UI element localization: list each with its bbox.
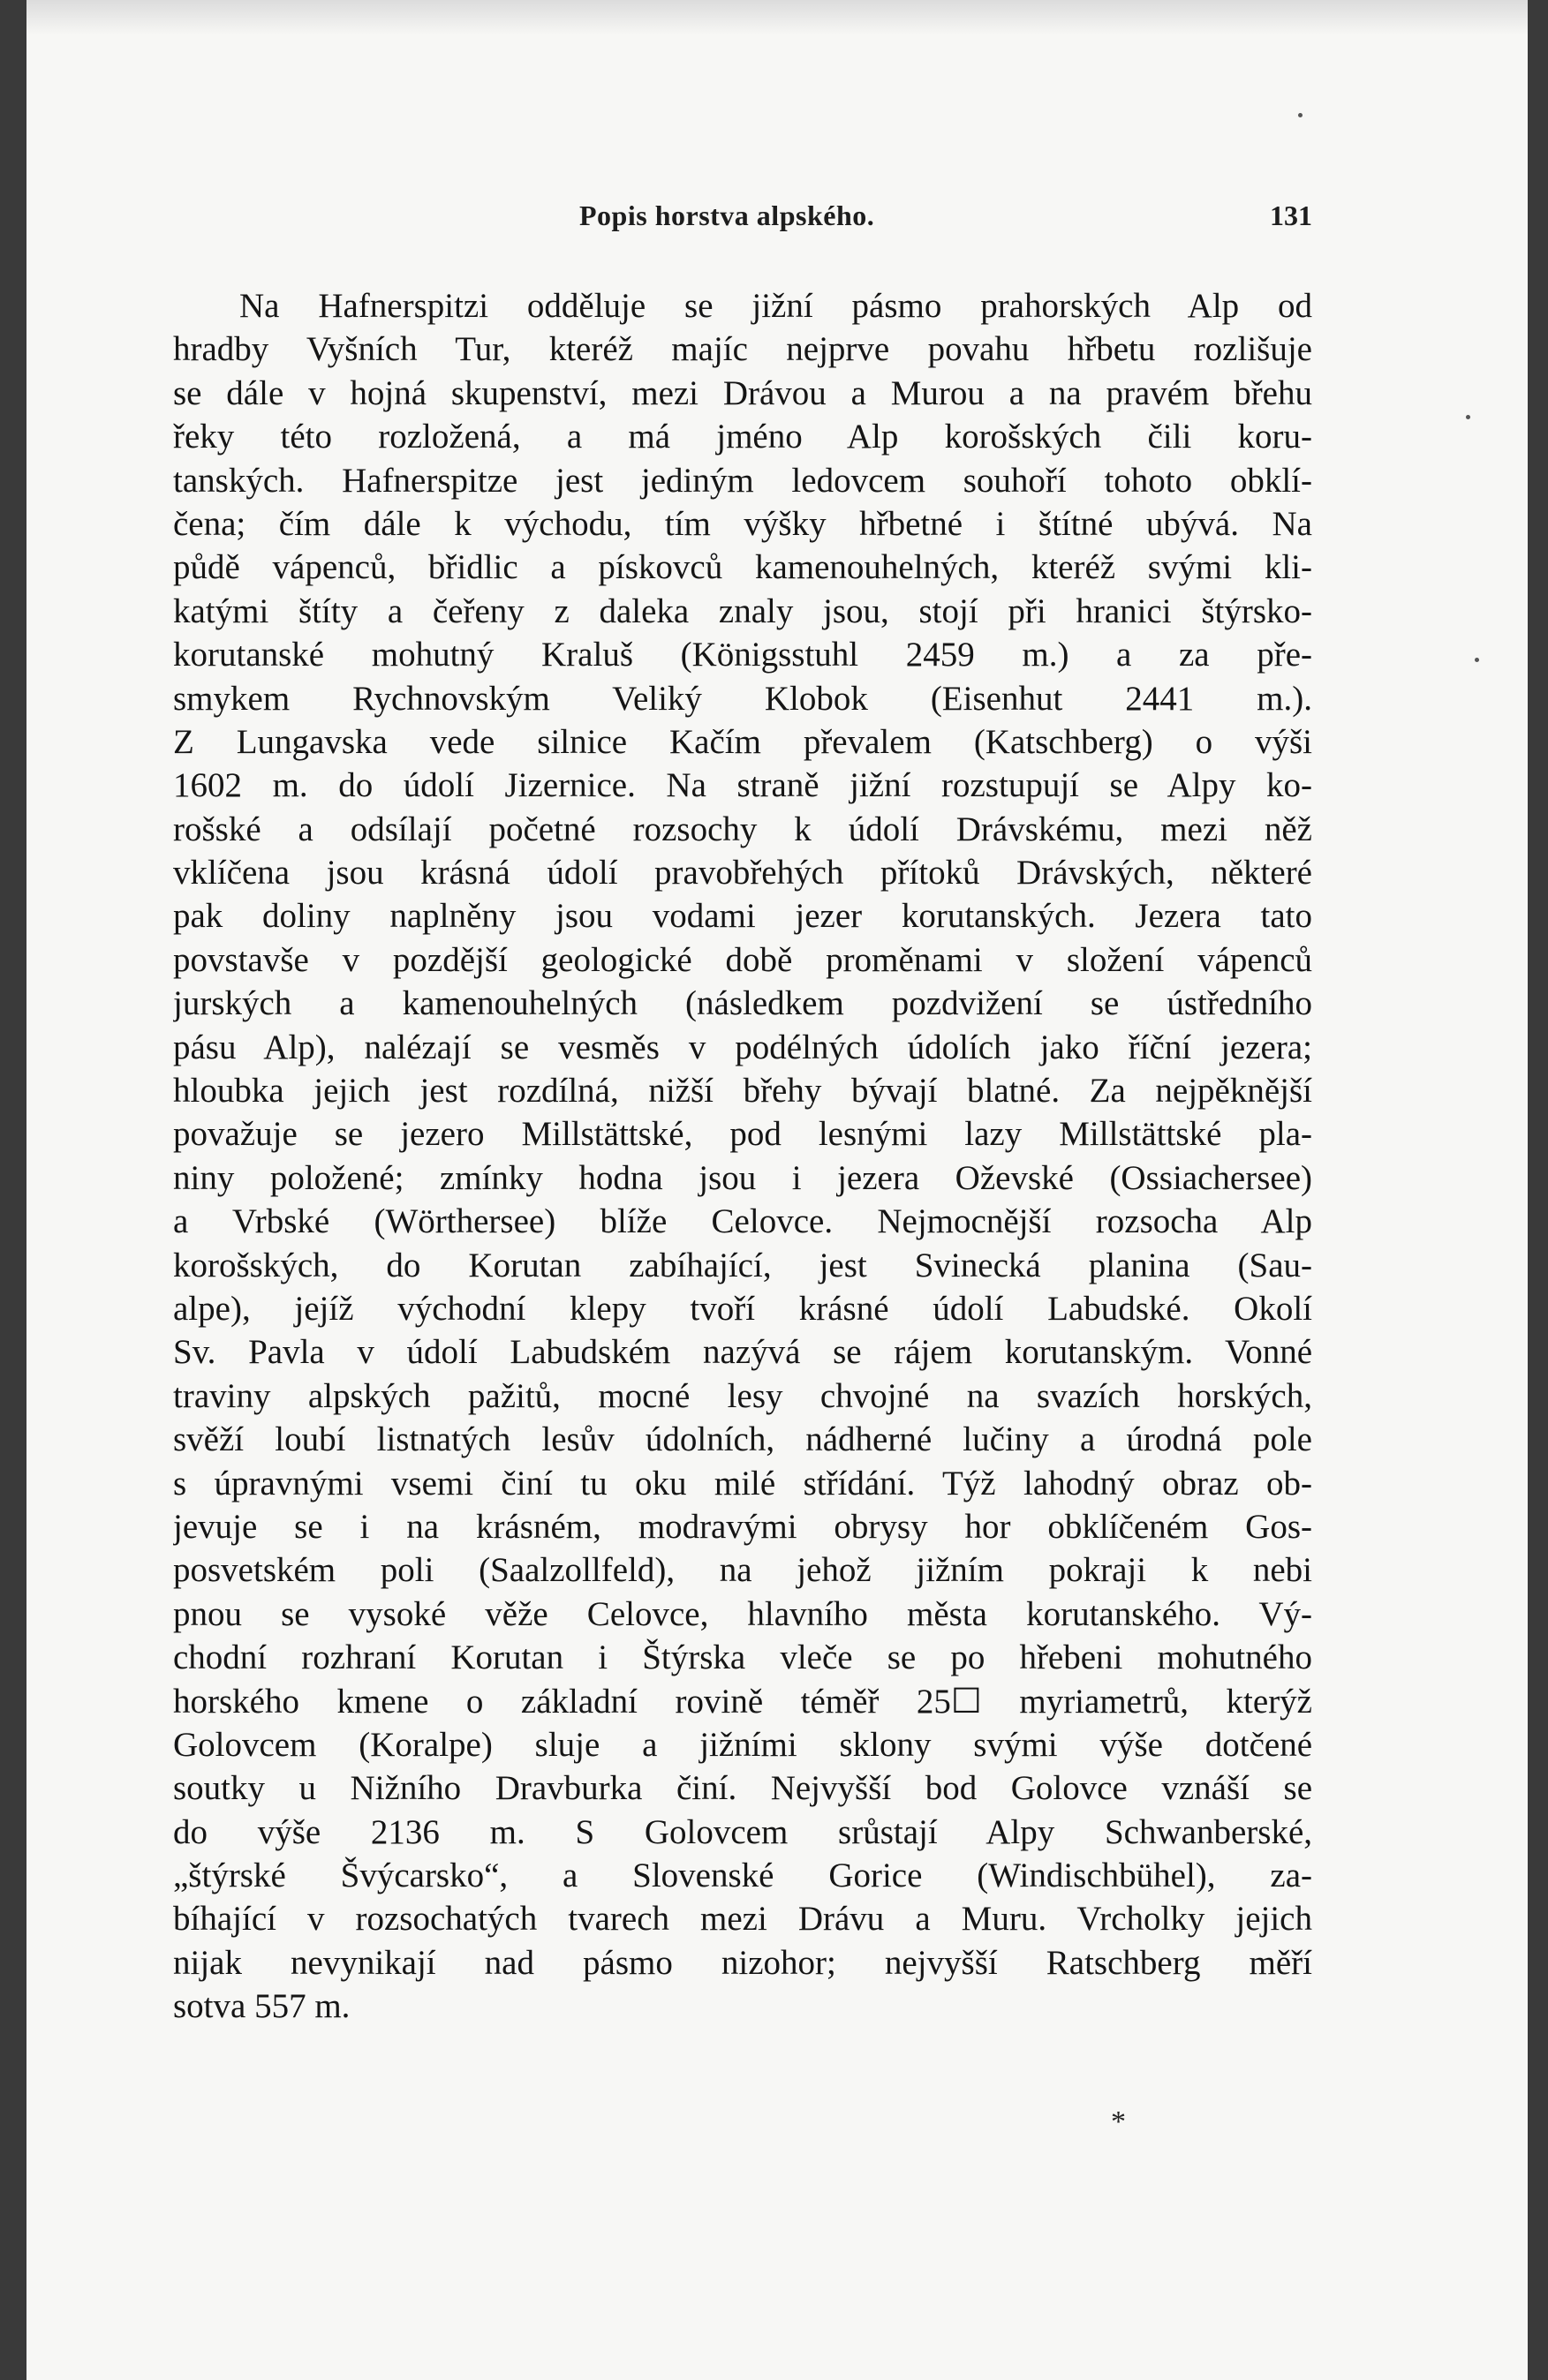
text-line: traviny alpských pažitů, mocné lesy chvojné na svazích horských, <box>173 1376 1312 1415</box>
text-line: smykem Rychnovským Veliký Klobok (Eisenhut 2441 m.). <box>173 679 1312 718</box>
text-line: pásu Alp), nalézají se vesměs v podélných údolích jako říční jezera; <box>173 1028 1312 1066</box>
text-line: nijak nevynikají nad pásmo nizohor; nejvyšší Ratschberg měří <box>173 1943 1312 1982</box>
text-line: Sv. Pavla v údolí Labudském nazývá se rájem korutanským. Vonné <box>173 1333 1312 1372</box>
text-line: Na Hafnerspitzi odděluje se jižní pásmo prahorských Alp od <box>239 287 1312 325</box>
text-line: 1602 m. do údolí Jizernice. Na straně jižní rozstupují se Alpy ko- <box>173 766 1312 805</box>
text-line: čena; čím dále k východu, tím výšky hřbetné i štítné ubývá. Na <box>173 504 1312 543</box>
page-number: 131 <box>1270 200 1312 231</box>
text-line: do výše 2136 m. S Golovcem srůstají Alpy Schwanberské, <box>173 1812 1312 1851</box>
text-line: Golovcem (Koralpe) sluje a jižními sklony svými výše dotčené <box>173 1725 1312 1764</box>
text-line: vklíčena jsou krásná údolí pravobřehých přítoků Drávských, některé <box>173 854 1312 892</box>
print-speck <box>1298 113 1303 117</box>
text-line: korošských, do Korutan zabíhající, jest Svinecká planina (Sau- <box>173 1246 1312 1284</box>
text-line: chodní rozhraní Korutan i Štýrska vleče se po hřebeni mohutného <box>173 1638 1312 1677</box>
text-line: posvetském poli (Saalzollfeld), na jehož jižním pokraji k nebi <box>173 1551 1312 1590</box>
text-line: „štýrské Švýcarsko“, a Slovenské Gorice (Windischbühel), za- <box>173 1857 1312 1895</box>
text-line: tanských. Hafnerspitze jest jediným ledovcem souhoří tohoto obklí- <box>173 461 1312 500</box>
text-line: hradby Vyšních Tur, kteréž majíc nejprve povahu hřbetu rozlišuje <box>173 330 1312 369</box>
running-title: Popis horstva alpského. <box>579 200 875 231</box>
text-line: horského kmene o základní rovině téměř 25☐ myriametrů, kterýž <box>173 1682 1312 1721</box>
text-line: korutanské mohutný Kraluš (Königsstuhl 2459 m.) a za pře- <box>173 636 1312 674</box>
text-line: niny položené; zmínky hodna jsou i jezera Oževské (Ossiachersee) <box>173 1158 1312 1197</box>
print-speck <box>1466 415 1470 419</box>
text-line: Z Lungavska vede silnice Kačím převalem (Katschberg) o výši <box>173 722 1312 761</box>
text-line: s úpravnými vsemi činí tu oku milé střídání. Týž lahodný obraz ob- <box>173 1464 1312 1503</box>
text-line: sotva 557 m. <box>173 1987 351 2026</box>
text-line: alpe), jejíž východní klepy tvoří krásné údolí Labudské. Okolí <box>173 1289 1312 1328</box>
text-line: rošské a odsílají početné rozsochy k údolí Drávskému, mezi něž <box>173 810 1312 848</box>
page-top-shadow <box>26 0 1528 35</box>
text-line: katými štíty a čeřeny z daleka znaly jsou, stojí při hranici štýrsko- <box>173 591 1312 630</box>
text-line: bíhající v rozsochatých tvarech mezi Drávu a Muru. Vrcholky jejich <box>173 1900 1312 1939</box>
running-header <box>173 194 1312 238</box>
main-text <box>173 284 1312 2029</box>
text-line: pnou se vysoké věže Celovce, hlavního města korutanského. Vý- <box>173 1594 1312 1633</box>
text-line: jevuje se i na krásném, modravými obrysy hor obklíčeném Gos- <box>173 1507 1312 1546</box>
text-line: jurských a kamenouhelných (následkem pozdvižení se ústředního <box>173 984 1312 1023</box>
print-speck <box>1475 658 1479 662</box>
section-ornament: * <box>1111 2105 1126 2138</box>
text-line: soutky u Nižního Dravburka činí. Nejvyšší bod Golovce vznáší se <box>173 1769 1312 1808</box>
text-line: považuje se jezero Millstättské, pod lesnými lazy Millstättské pla- <box>173 1115 1312 1154</box>
text-line: pak doliny naplněny jsou vodami jezer korutanských. Jezera tato <box>173 897 1312 936</box>
book-page <box>26 0 1528 2380</box>
text-line: půdě vápenců, břidlic a pískovců kamenouhelných, kteréž svými kli- <box>173 548 1312 587</box>
text-line: svěží loubí listnatých lesův údolních, nádherné lučiny a úrodná pole <box>173 1420 1312 1459</box>
text-line: povstavše v pozdější geologické době proměnami v složení vápenců <box>173 940 1312 979</box>
text-line: se dále v hojná skupenství, mezi Drávou a Murou a na pravém břehu <box>173 373 1312 412</box>
text-line: řeky této rozložená, a má jméno Alp korošských čili koru- <box>173 418 1312 456</box>
text-line: hloubka jejich jest rozdílná, nižší břehy bývají blatné. Za nejpěknější <box>173 1072 1312 1111</box>
text-line: a Vrbské (Wörthersee) blíže Celovce. Nejmocnější rozsocha Alp <box>173 1202 1312 1241</box>
